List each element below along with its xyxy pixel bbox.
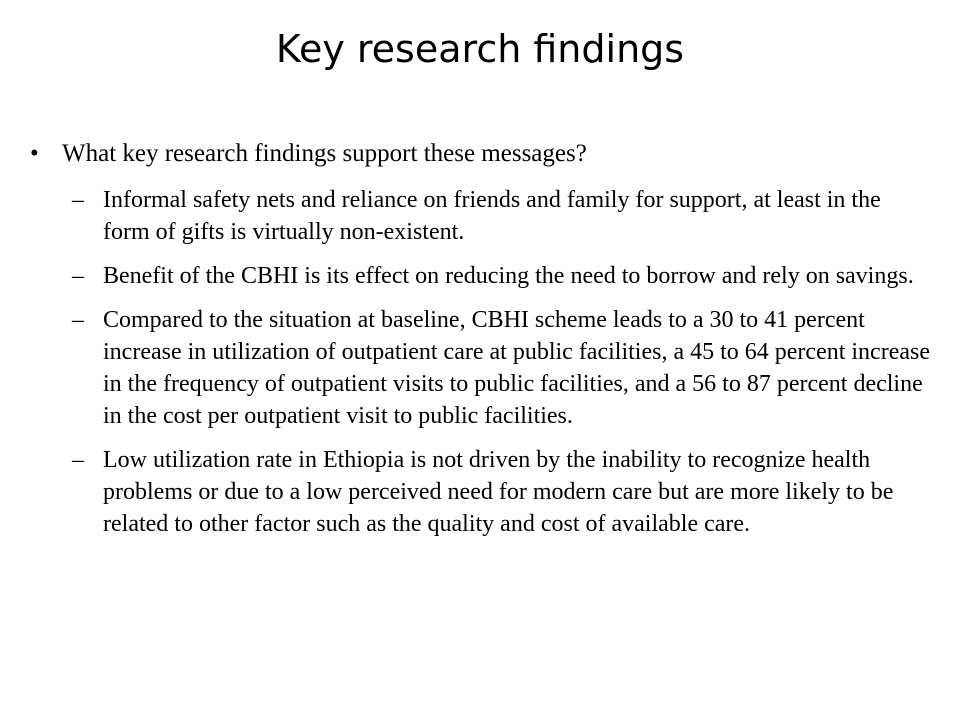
- sub-bullet-item: [72, 184, 930, 248]
- dash-marker: –: [72, 187, 84, 213]
- slide-content: [30, 138, 930, 540]
- sub-bullet-text: Low utilization rate in Ethiopia is not driven by the inability to recognize health problems or due to a low perceived need for modern care but are more likely to be related to other factor such as the quality and cost of available care.: [103, 447, 894, 537]
- main-bullet-text: What key research findings support these messages?: [62, 140, 587, 167]
- sub-bullet-text: Benefit of the CBHI is its effect on reducing the need to borrow and rely on savings.: [103, 263, 914, 289]
- slide-title: Key research findings: [275, 27, 685, 71]
- sub-bullet-item: [72, 444, 930, 540]
- bullet-marker: •: [30, 140, 39, 167]
- dash-marker: –: [72, 307, 84, 333]
- sub-bullet-item: [72, 260, 930, 292]
- dash-marker: –: [72, 263, 84, 289]
- sub-bullet-text: Compared to the situation at baseline, CBHI scheme leads to a 30 to 41 percent increase in utilization of outpatient care at public facilities, a 45 to 64 percent increase in the frequency of outpatient visits to public facilities, and a 56 to 87 percent decline in the cost per outpatient visit to public facilities.: [103, 307, 930, 429]
- sub-bullet-text: Informal safety nets and reliance on friends and family for support, at least in the form of gifts is virtually non-existent.: [103, 187, 881, 245]
- main-bullet: [30, 138, 930, 170]
- sub-bullet-item: [72, 304, 930, 432]
- sub-bullet-list: [30, 184, 930, 540]
- dash-marker: –: [72, 447, 84, 473]
